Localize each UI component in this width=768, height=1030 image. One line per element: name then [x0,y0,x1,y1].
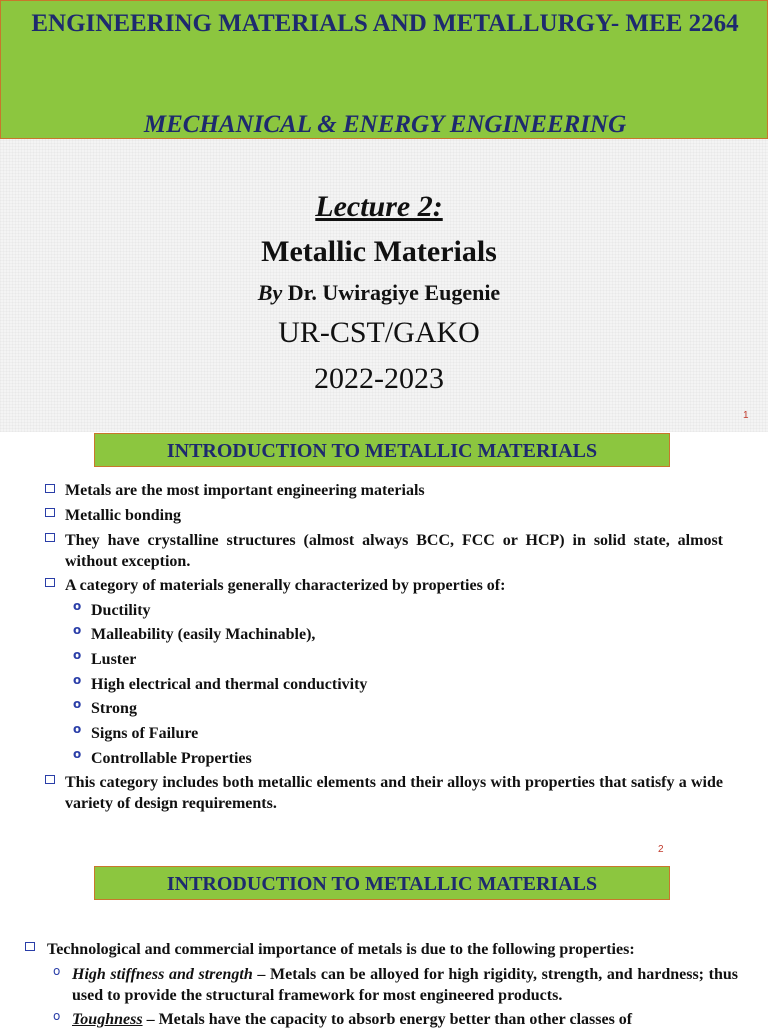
circle-bullet-icon: o [73,722,82,736]
square-bullet-icon [45,533,55,542]
department-name: MECHANICAL & ENERGY ENGINEERING [143,111,627,138]
circle-bullet-icon: o [73,697,82,711]
square-bullet-icon [45,508,55,517]
author-name: Dr. Uwiragiye Eugenie [282,280,501,305]
circle-bullet-icon: o [53,964,61,978]
sub-list-item: High electrical and thermal conductivity [91,676,368,693]
author-line [0,280,758,306]
square-bullet-icon [45,484,55,493]
list-item: This category includes both metallic elements and their alloys with properties that satisfy a wide variety of design requirements. [65,774,723,812]
sub-list-item: Strong [91,700,137,717]
circle-bullet-icon: o [73,623,82,637]
square-bullet-icon [45,578,55,587]
list-item: Technological and commercial importance of metals is due to the following properties: [47,941,635,958]
circle-bullet-icon: o [73,648,82,662]
course-title: ENGINEERING MATERIALS AND METALLURGY- MEE 2264 [31,10,739,37]
lecture-number: Lecture 2: [315,190,443,223]
sub-list-item: Malleability (easily Machinable), [91,626,316,643]
lecture-topic: Metallic Materials [261,235,497,268]
page-number: 2 [658,844,664,855]
property-term: Toughness [72,1011,143,1028]
sub-list-item: Controllable Properties [91,750,252,767]
institution: UR-CST/GAKO [278,316,480,349]
circle-bullet-icon: o [53,1009,61,1023]
course-banner [0,0,768,139]
list-item: Metals are the most important engineering materials [65,482,425,499]
list-item: Metallic bonding [65,507,182,524]
property-description: – Metals can be alloyed for high rigidity, strength, and hardness; thus used to provide the structural framework for most engineered products. [72,966,738,1004]
circle-bullet-icon: o [73,673,82,687]
sub-list-item: Luster [91,651,137,668]
slide-heading: INTRODUCTION TO METALLIC MATERIALS [94,433,670,467]
page-number: 1 [743,410,749,421]
list-item: A category of materials generally characterized by properties of: [65,577,506,594]
author-prefix: By [257,280,283,305]
square-bullet-icon [25,942,35,951]
sub-list-item: Signs of Failure [91,725,199,742]
circle-bullet-icon: o [73,599,82,613]
sub-list-item [72,1009,738,1030]
property-term: High stiffness and strength [72,966,253,983]
property-description: – Metals have the capacity to absorb energy better than other classes of [142,1011,633,1028]
sub-list-item: Ductility [91,602,151,619]
academic-year: 2022-2023 [314,362,444,395]
list-item: They have crystalline structures (almost always BCC, FCC or HCP) in solid state, almost without exception. [65,532,723,570]
title-slide [0,0,768,432]
circle-bullet-icon: o [73,747,82,761]
slide-heading: INTRODUCTION TO METALLIC MATERIALS [94,866,670,900]
square-bullet-icon [45,775,55,784]
sub-list-item [72,964,738,1006]
